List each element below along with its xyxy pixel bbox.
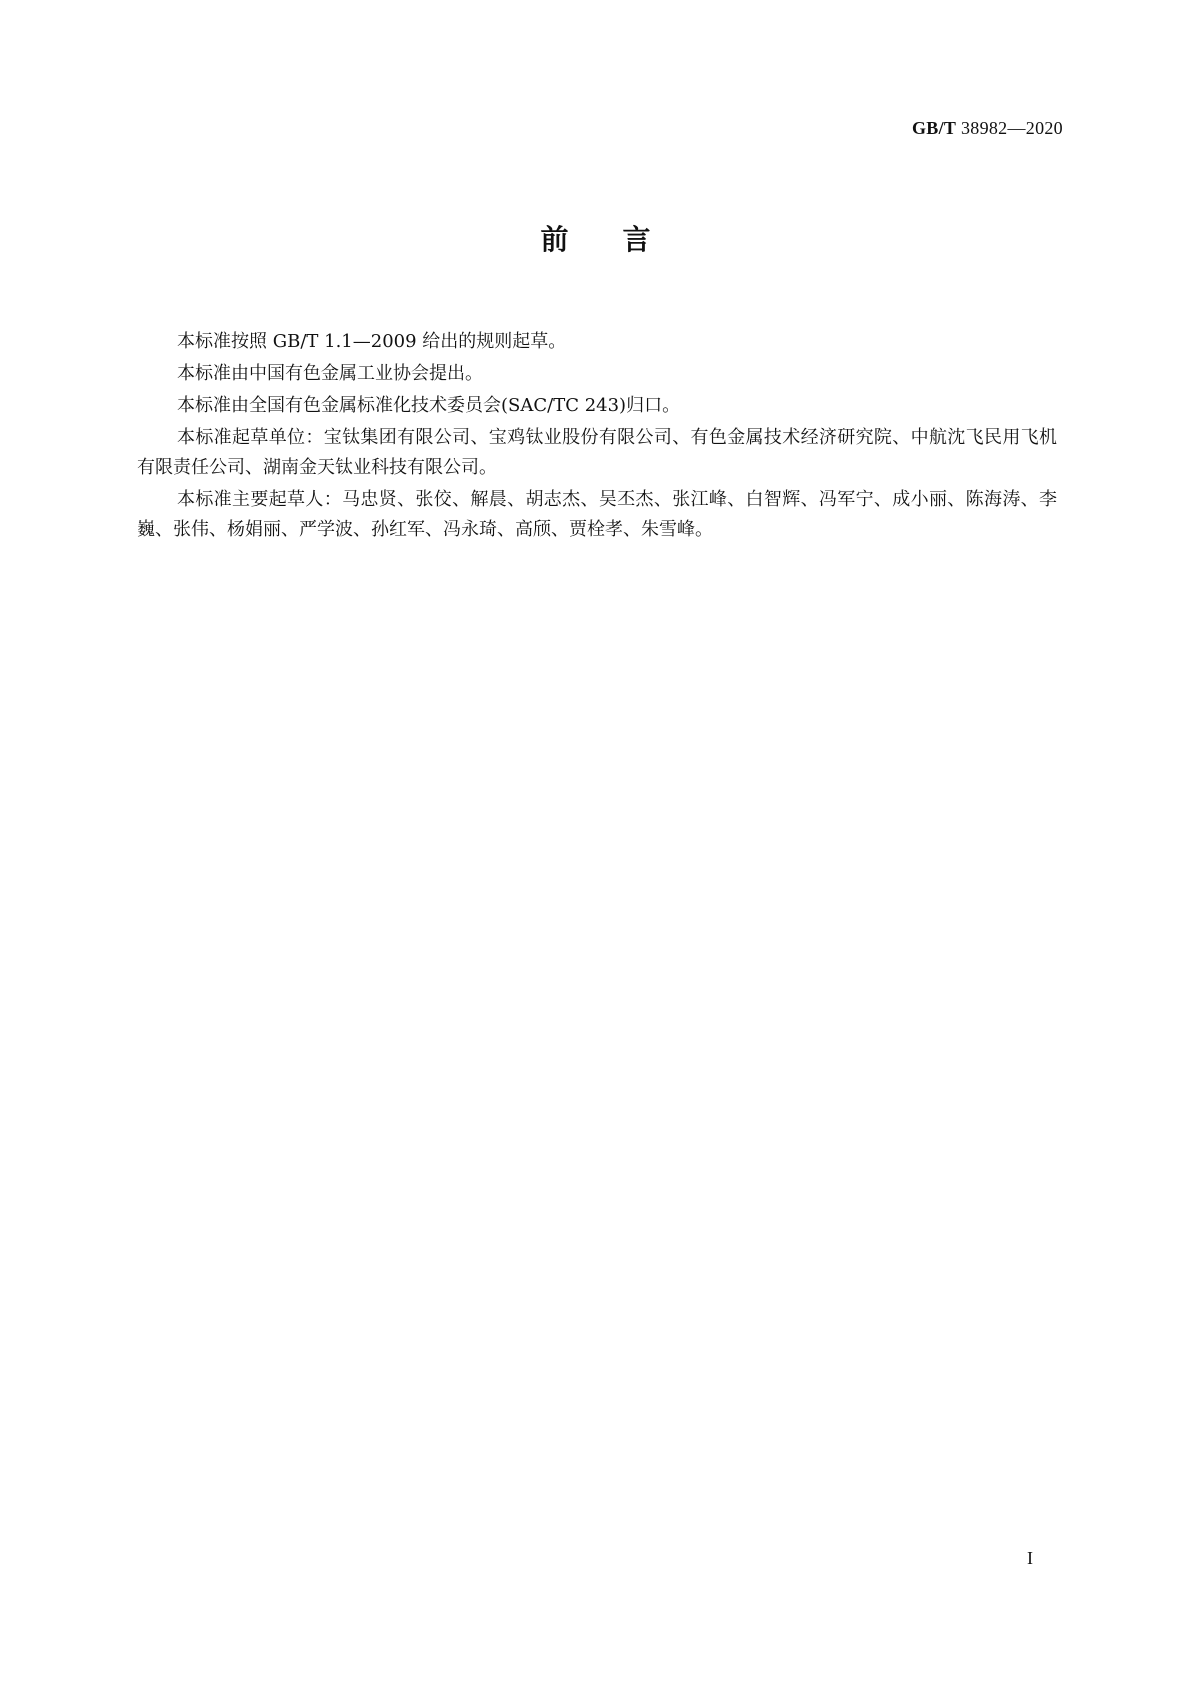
paragraph-drafters: 本标准主要起草人：马忠贤、张佼、解晨、胡志杰、吴丕杰、张江峰、白智辉、冯军宁、成小丽、陈海涛、李巍、张伟、杨娟丽、严学波、孙红军、冯永琦、高颀、贾栓孝、朱雪峰。 <box>137 489 1057 540</box>
paragraph-proposer: 本标准由中国有色金属工业协会提出。 <box>177 363 483 384</box>
page-number: I <box>1027 1548 1033 1568</box>
standard-number-header <box>912 118 1063 139</box>
paragraph-administrator: 本标准由全国有色金属标准化技术委员会(SAC/TC 243)归口。 <box>177 395 681 416</box>
page-title: 前言 <box>540 223 705 256</box>
paragraph-drafting-units: 本标准起草单位：宝钛集团有限公司、宝鸡钛业股份有限公司、有色金属技术经济研究院、中航沈飞民用飞机有限责任公司、湖南金天钛业科技有限公司。 <box>137 427 1057 478</box>
paragraph-drafting-rules: 本标准按照 GB/T 1.1—2009 给出的规则起草。 <box>177 331 567 352</box>
standard-code: GB/T <box>911 118 957 138</box>
standard-year: 38982—2020 <box>956 118 1063 138</box>
foreword-body <box>137 327 1057 547</box>
